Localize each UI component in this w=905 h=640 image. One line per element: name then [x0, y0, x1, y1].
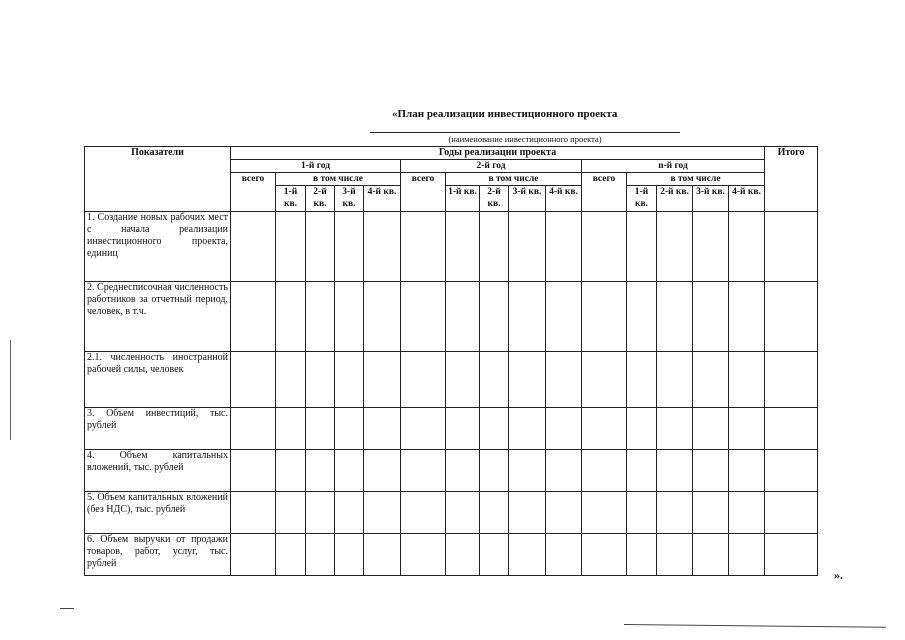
- value-cell: [546, 450, 582, 492]
- value-cell: [765, 408, 818, 450]
- value-cell: [582, 534, 627, 576]
- value-cell: [364, 212, 401, 282]
- value-cell: [231, 212, 276, 282]
- year-2-quarter-2: 2-й кв.: [480, 186, 509, 212]
- value-cell: [582, 212, 627, 282]
- value-cell: [729, 282, 765, 352]
- year-n-quarter-1: 1-й кв.: [627, 186, 657, 212]
- year-n-header: n-й год: [582, 160, 765, 173]
- total-header: Итого: [765, 147, 818, 212]
- value-cell: [276, 408, 306, 450]
- value-cell: [231, 534, 276, 576]
- value-cell: [765, 492, 818, 534]
- year-1-quarter-4: 4-й кв.: [364, 186, 401, 212]
- value-cell: [401, 492, 446, 534]
- value-cell: [335, 408, 364, 450]
- value-cell: [627, 492, 657, 534]
- value-cell: [231, 492, 276, 534]
- value-cell: [765, 450, 818, 492]
- value-cell: [276, 212, 306, 282]
- value-cell: [480, 492, 509, 534]
- value-cell: [729, 352, 765, 408]
- value-cell: [401, 450, 446, 492]
- value-cell: [627, 450, 657, 492]
- value-cell: [546, 282, 582, 352]
- value-cell: [627, 408, 657, 450]
- year-2-quarter-3: 3-й кв.: [509, 186, 546, 212]
- indicator-label: 4. Объем капитальных вложений, тыс. рублей: [85, 450, 231, 492]
- value-cell: [509, 450, 546, 492]
- value-cell: [509, 352, 546, 408]
- value-cell: [729, 408, 765, 450]
- value-cell: [480, 450, 509, 492]
- year-n-including: в том числе: [627, 173, 765, 186]
- value-cell: [509, 212, 546, 282]
- value-cell: [306, 282, 335, 352]
- value-cell: [364, 408, 401, 450]
- value-cell: [693, 408, 729, 450]
- value-cell: [364, 352, 401, 408]
- scan-mark: [624, 624, 886, 628]
- value-cell: [276, 450, 306, 492]
- value-cell: [401, 534, 446, 576]
- year-n-quarter-2: 2-й кв.: [657, 186, 693, 212]
- project-name-line: [370, 132, 680, 133]
- value-cell: [627, 282, 657, 352]
- value-cell: [480, 212, 509, 282]
- year-1-including: в том числе: [276, 173, 401, 186]
- value-cell: [657, 534, 693, 576]
- table-row: [85, 212, 818, 282]
- year-2-including: в том числе: [446, 173, 582, 186]
- value-cell: [582, 492, 627, 534]
- value-cell: [765, 212, 818, 282]
- value-cell: [729, 534, 765, 576]
- table-row: [85, 492, 818, 534]
- indicator-label: 2.1. численность иностранной рабочей силы, человек: [85, 352, 231, 408]
- project-name-caption: (наименование инвестиционного проекта): [448, 134, 602, 144]
- value-cell: [480, 352, 509, 408]
- value-cell: [306, 352, 335, 408]
- investment-plan-table: [84, 146, 818, 576]
- value-cell: [335, 450, 364, 492]
- value-cell: [657, 282, 693, 352]
- table-body: [85, 212, 818, 576]
- value-cell: [335, 534, 364, 576]
- value-cell: [582, 408, 627, 450]
- value-cell: [364, 282, 401, 352]
- year-n-quarter-4: 4-й кв.: [729, 186, 765, 212]
- value-cell: [546, 534, 582, 576]
- value-cell: [546, 212, 582, 282]
- year-2-header: 2-й год: [401, 160, 582, 173]
- value-cell: [401, 408, 446, 450]
- value-cell: [276, 492, 306, 534]
- value-cell: [446, 352, 480, 408]
- value-cell: [276, 352, 306, 408]
- year-2-quarter-4: 4-й кв.: [546, 186, 582, 212]
- value-cell: [546, 408, 582, 450]
- value-cell: [582, 352, 627, 408]
- indicators-header: Показатели: [85, 147, 231, 212]
- value-cell: [582, 450, 627, 492]
- value-cell: [657, 212, 693, 282]
- value-cell: [335, 282, 364, 352]
- value-cell: [509, 492, 546, 534]
- value-cell: [729, 212, 765, 282]
- value-cell: [627, 212, 657, 282]
- value-cell: [765, 352, 818, 408]
- value-cell: [509, 534, 546, 576]
- value-cell: [401, 352, 446, 408]
- value-cell: [446, 212, 480, 282]
- value-cell: [306, 534, 335, 576]
- closing-quote: ».: [834, 568, 843, 582]
- value-cell: [231, 282, 276, 352]
- table-row: [85, 534, 818, 576]
- year-2-quarter-1: 1-й кв.: [446, 186, 480, 212]
- value-cell: [276, 534, 306, 576]
- value-cell: [657, 352, 693, 408]
- table-row: [85, 408, 818, 450]
- indicator-label: 2. Среднесписочная численность работников за отчетный период, человек, в т.ч.: [85, 282, 231, 352]
- value-cell: [693, 450, 729, 492]
- scan-mark: [60, 608, 74, 609]
- value-cell: [364, 450, 401, 492]
- value-cell: [509, 282, 546, 352]
- value-cell: [335, 212, 364, 282]
- value-cell: [765, 534, 818, 576]
- value-cell: [509, 408, 546, 450]
- value-cell: [306, 450, 335, 492]
- value-cell: [231, 352, 276, 408]
- year-1-header: 1-й год: [231, 160, 401, 173]
- value-cell: [446, 408, 480, 450]
- value-cell: [446, 492, 480, 534]
- value-cell: [306, 212, 335, 282]
- value-cell: [231, 408, 276, 450]
- year-2-total: всего: [401, 173, 446, 212]
- value-cell: [546, 352, 582, 408]
- value-cell: [306, 492, 335, 534]
- value-cell: [627, 352, 657, 408]
- value-cell: [335, 352, 364, 408]
- value-cell: [657, 408, 693, 450]
- value-cell: [480, 282, 509, 352]
- value-cell: [480, 534, 509, 576]
- value-cell: [693, 282, 729, 352]
- value-cell: [546, 492, 582, 534]
- table-row: [85, 282, 818, 352]
- value-cell: [446, 450, 480, 492]
- value-cell: [480, 408, 509, 450]
- value-cell: [306, 408, 335, 450]
- value-cell: [693, 352, 729, 408]
- value-cell: [627, 534, 657, 576]
- value-cell: [729, 450, 765, 492]
- year-1-quarter-3: 3-й кв.: [335, 186, 364, 212]
- year-n-total: всего: [582, 173, 627, 212]
- value-cell: [335, 492, 364, 534]
- indicator-label: 3. Объем инвестиций, тыс. рублей: [85, 408, 231, 450]
- value-cell: [364, 534, 401, 576]
- table-row: [85, 450, 818, 492]
- year-1-quarter-2: 2-й кв.: [306, 186, 335, 212]
- indicator-label: 5. Объем капитальных вложений (без НДС), тыс. рублей: [85, 492, 231, 534]
- value-cell: [401, 212, 446, 282]
- value-cell: [276, 282, 306, 352]
- value-cell: [401, 282, 446, 352]
- value-cell: [693, 492, 729, 534]
- indicator-label: 6. Объем выручки от продажи товаров, работ, услуг, тыс. рублей: [85, 534, 231, 576]
- document-title: «План реализации инвестиционного проекта: [392, 108, 618, 120]
- year-1-total: всего: [231, 173, 276, 212]
- value-cell: [765, 282, 818, 352]
- value-cell: [657, 450, 693, 492]
- scan-margin-mark: [10, 340, 11, 440]
- year-n-quarter-3: 3-й кв.: [693, 186, 729, 212]
- value-cell: [582, 282, 627, 352]
- indicator-label: 1. Создание новых рабочих мест с начала реализации инвестиционного проекта, единиц: [85, 212, 231, 282]
- value-cell: [231, 450, 276, 492]
- value-cell: [693, 212, 729, 282]
- value-cell: [364, 492, 401, 534]
- years-header: Годы реализации проекта: [231, 147, 765, 160]
- value-cell: [729, 492, 765, 534]
- value-cell: [446, 282, 480, 352]
- value-cell: [446, 534, 480, 576]
- value-cell: [657, 492, 693, 534]
- table-row: [85, 352, 818, 408]
- year-1-quarter-1: 1-й кв.: [276, 186, 306, 212]
- value-cell: [693, 534, 729, 576]
